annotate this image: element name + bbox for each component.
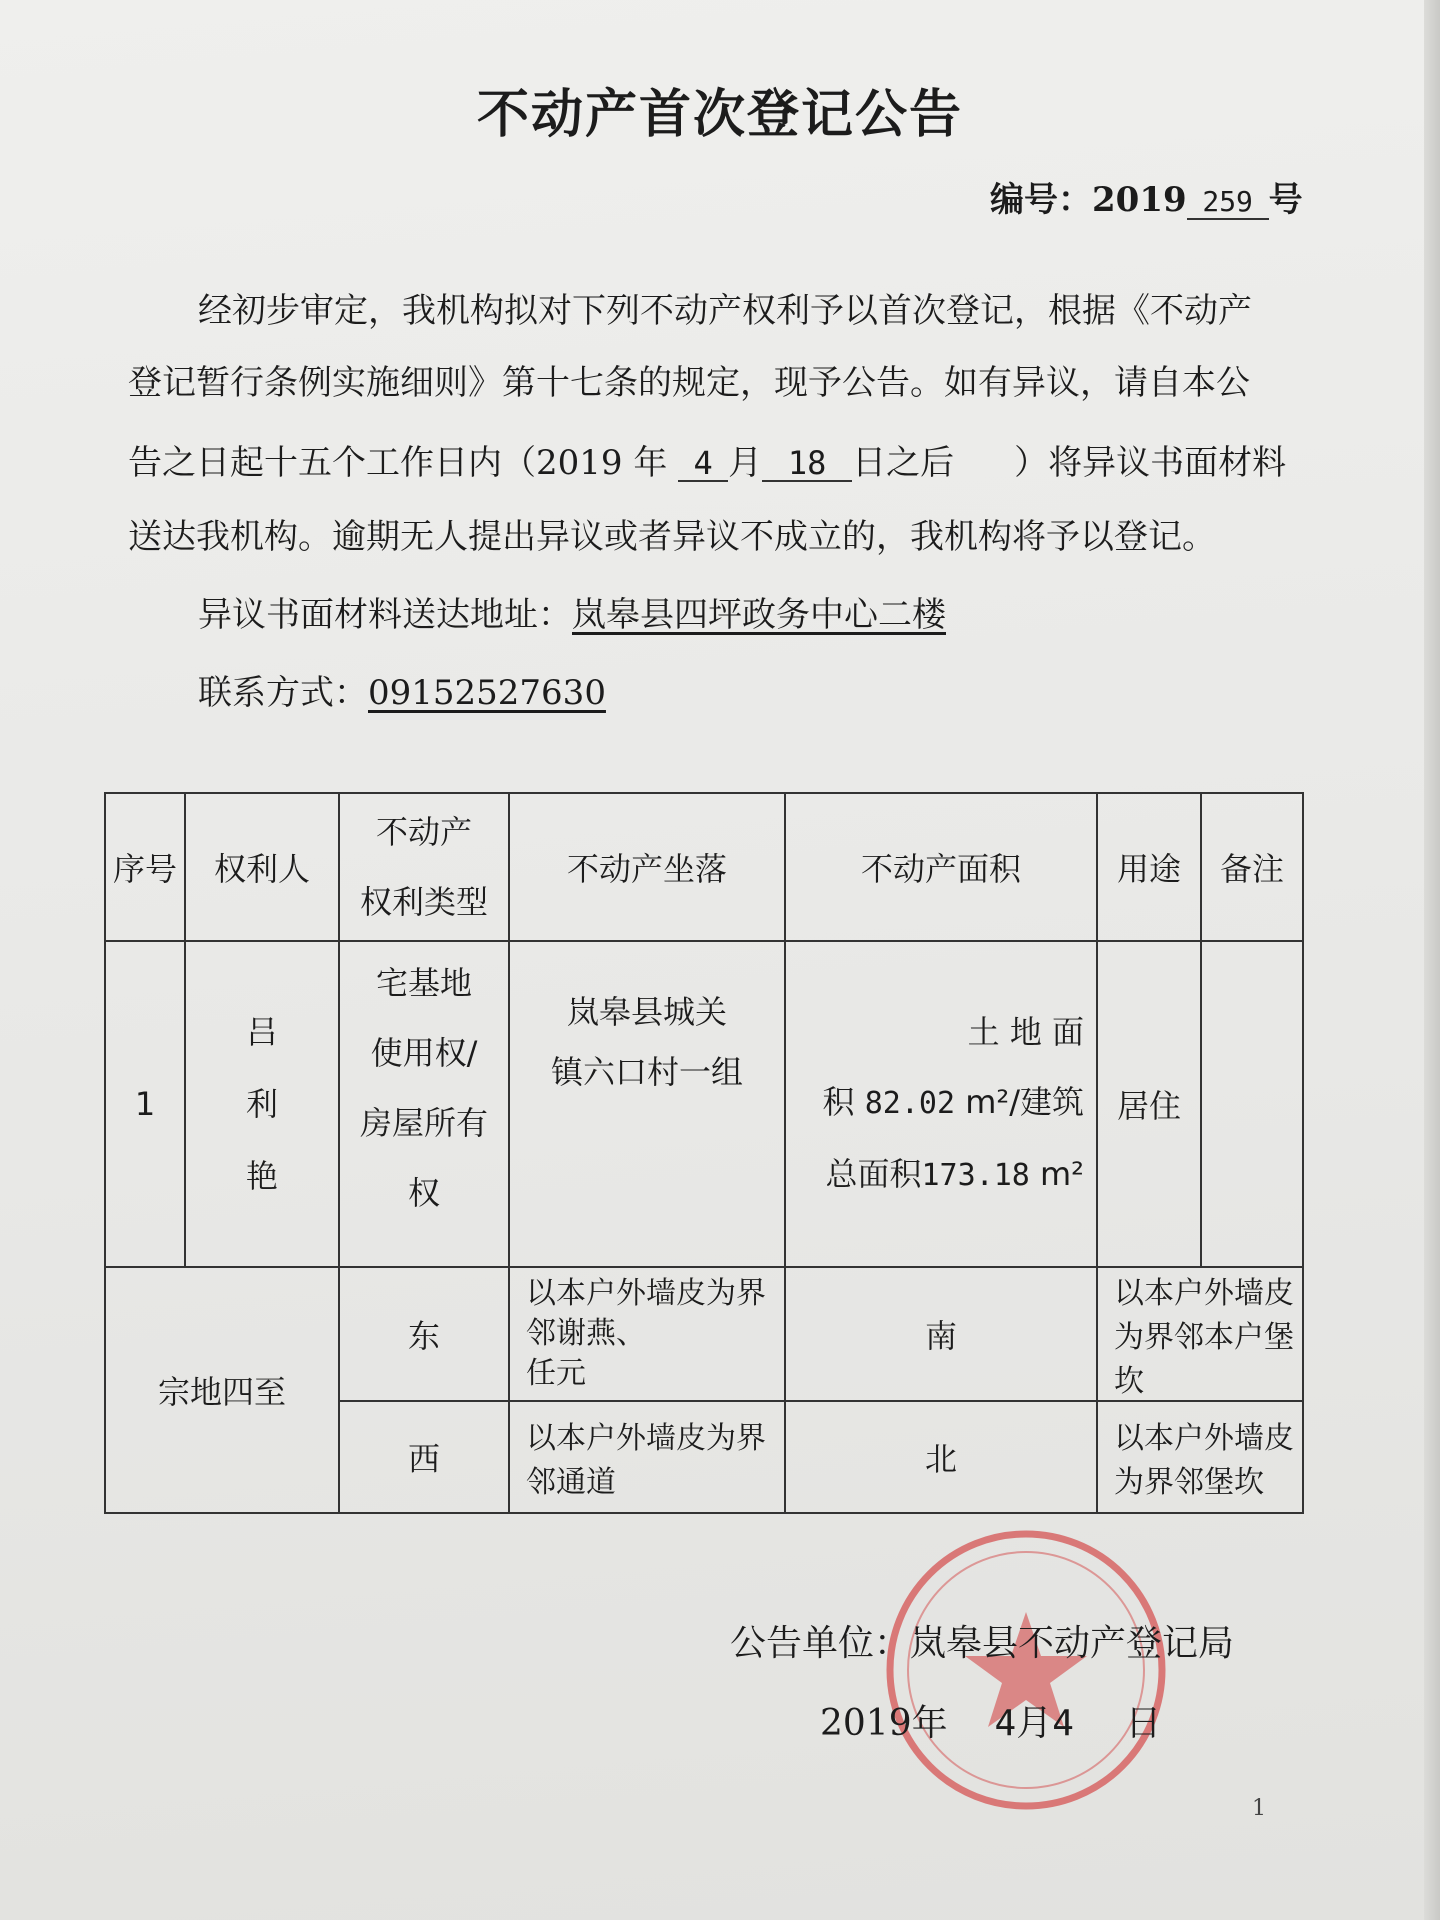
header-remark: 备注 — [1201, 793, 1303, 941]
table-header-row — [105, 793, 1303, 941]
issue-year: 2019 — [820, 1703, 912, 1744]
cell-location — [509, 941, 785, 1267]
holder-char-1: 吕 — [245, 1013, 278, 1051]
issue-month-label: 月 — [1016, 1703, 1053, 1744]
east-boundary-line-2: 任元 — [526, 1356, 586, 1391]
issue-year-label: 年 — [911, 1703, 948, 1744]
serial-number — [990, 172, 1303, 221]
area-line-3 — [786, 1139, 1084, 1211]
south-label: 南 — [785, 1267, 1097, 1401]
east-boundary — [509, 1267, 785, 1401]
issuing-unit-name: 岚皋县不动产登记局 — [910, 1623, 1235, 1664]
header-usage: 用途 — [1097, 793, 1201, 941]
header-right-type — [339, 793, 509, 941]
issue-day: 4 — [1052, 1703, 1074, 1744]
cell-usage: 居住 — [1097, 941, 1201, 1267]
boundary-label: 宗地四至 — [105, 1267, 339, 1513]
serial-label: 编号： — [990, 180, 1092, 220]
area-line-2-a: 积 — [822, 1083, 855, 1121]
area-line-3-b: m² — [1040, 1155, 1084, 1193]
serial-suffix: 号 — [1268, 180, 1303, 220]
notice-line-2: 登记暂行条例实施细则》第十七条的规定，现予公告。如有异议，请自本公 — [128, 363, 1250, 403]
deadline-day: 18 — [762, 446, 852, 482]
area-line-2 — [786, 1067, 1084, 1139]
notice-line-3-b: 月 — [728, 443, 763, 483]
serial-handwritten-number: 259 — [1187, 185, 1269, 220]
east-boundary-line-1: 以本户外墙皮为界邻谢燕、 — [526, 1276, 766, 1351]
header-right-type-line-1: 不动产 — [375, 813, 472, 851]
deadline-month: 4 — [678, 446, 728, 482]
contact-info — [198, 673, 606, 713]
area-line-3-a: 总面积 — [825, 1155, 922, 1193]
location-line-1: 岚皋县城关 — [566, 993, 727, 1031]
issue-date — [820, 1695, 1161, 1746]
header-holder: 权利人 — [185, 793, 339, 941]
issuing-unit — [730, 1615, 1234, 1666]
address-label: 异议书面材料送达地址： — [198, 595, 572, 635]
notice-line-3-d: ）将异议书面材料 — [1014, 443, 1287, 483]
right-type-line-3: 房屋所有 — [359, 1104, 488, 1142]
issue-day-label: 日 — [1125, 1703, 1162, 1744]
notice-line-1: 经初步审定，我机构拟对下列不动产权利予以首次登记，根据《不动产 — [198, 291, 1252, 331]
west-boundary: 以本户外墙皮为界邻通道 — [509, 1401, 785, 1513]
table-row — [105, 941, 1303, 1267]
issue-month: 4 — [994, 1703, 1017, 1744]
south-boundary: 以本户外墙皮为界邻本户堡坎 — [1097, 1267, 1303, 1401]
registration-table — [104, 792, 1304, 1514]
contact-phone: 09152527630 — [368, 673, 606, 713]
area-line-2-b: m²/建筑 — [965, 1083, 1084, 1121]
issuing-unit-label: 公告单位： — [730, 1623, 911, 1664]
header-area: 不动产面积 — [785, 793, 1097, 941]
header-index: 序号 — [105, 793, 185, 941]
boundary-row-east-south — [105, 1267, 1303, 1401]
cell-index: 1 — [105, 941, 185, 1267]
west-label: 西 — [339, 1401, 509, 1513]
notice-line-3-a: 告之日起十五个工作日内（2019 年 — [128, 443, 668, 483]
address-value: 岚皋县四坪政务中心二楼 — [572, 595, 946, 635]
notice-line-3 — [128, 443, 1287, 483]
land-area-value: 82.02 — [864, 1086, 956, 1121]
cell-right-type — [339, 941, 509, 1267]
area-line-1: 土 地 面 — [967, 1013, 1084, 1051]
cell-remark — [1201, 941, 1303, 1267]
right-type-line-1: 宅基地 — [375, 964, 472, 1002]
east-label: 东 — [339, 1267, 509, 1401]
serial-year: 2019 — [1092, 180, 1187, 220]
right-type-line-4: 权 — [407, 1174, 440, 1212]
right-type-line-2: 使用权/ — [370, 1034, 478, 1072]
cell-area — [785, 941, 1097, 1267]
document-title: 不动产首次登记公告 — [476, 85, 963, 145]
header-location: 不动产坐落 — [509, 793, 785, 941]
location-line-2: 镇六口村一组 — [550, 1053, 743, 1091]
header-right-type-line-2: 权利类型 — [359, 883, 488, 921]
holder-char-2: 利 — [245, 1085, 278, 1123]
official-seal-stamp — [876, 1520, 1176, 1820]
objection-address — [198, 595, 946, 635]
holder-char-3: 艳 — [245, 1157, 278, 1195]
floor-area-value: 173.18 — [921, 1158, 1030, 1193]
north-label: 北 — [785, 1401, 1097, 1513]
contact-label: 联系方式： — [198, 673, 368, 713]
notice-line-3-c: 日之后 — [852, 443, 955, 483]
cell-holder — [185, 941, 339, 1267]
paper-edge — [1424, 0, 1440, 1920]
page-mark: 1 — [1252, 1796, 1266, 1821]
notice-line-4: 送达我机构。逾期无人提出异议或者异议不成立的，我机构将予以登记。 — [128, 517, 1216, 557]
north-boundary: 以本户外墙皮为界邻堡坎 — [1097, 1401, 1303, 1513]
